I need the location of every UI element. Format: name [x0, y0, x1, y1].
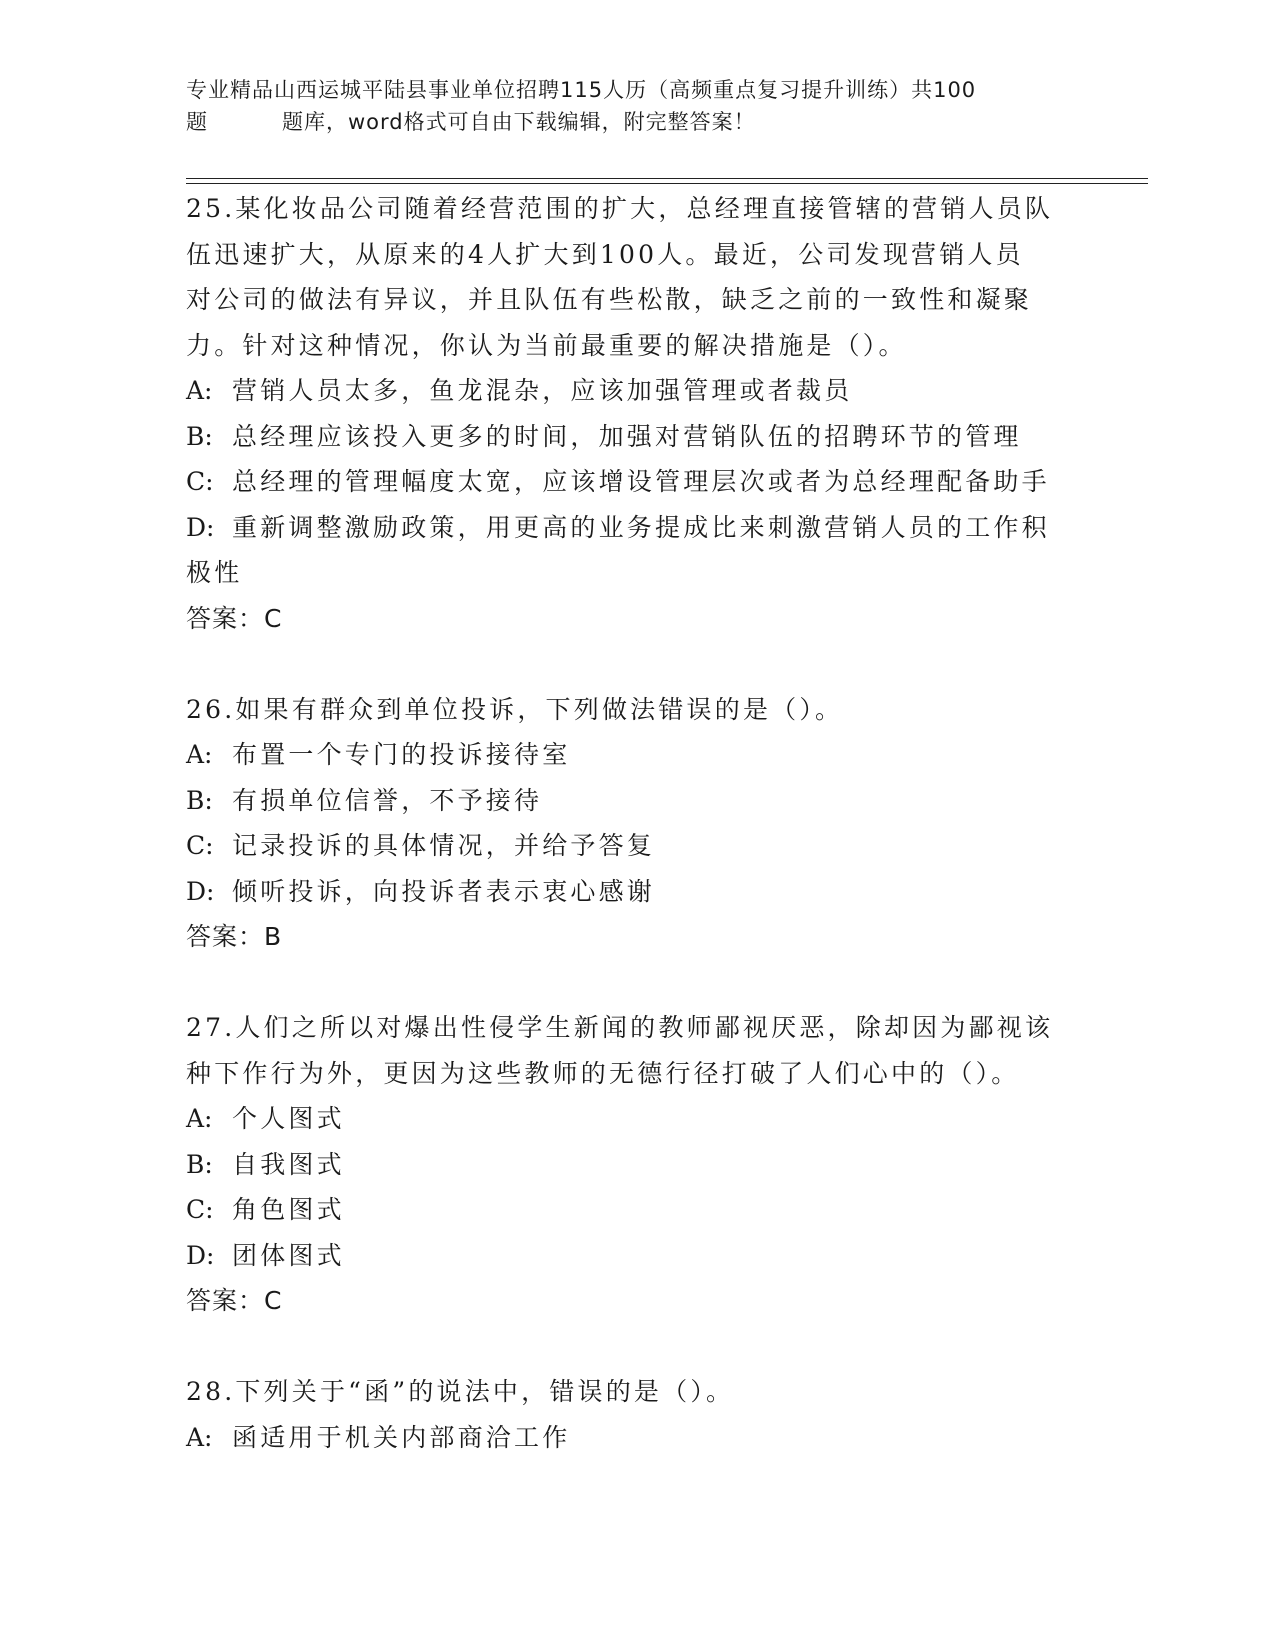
answer-option: [186, 778, 1086, 824]
answer-option: [186, 414, 1086, 460]
option-text: 总经理应该投入更多的时间，加强对营销队伍的招聘环节的管理: [232, 421, 1022, 451]
option-key: A:: [186, 1422, 213, 1452]
question-stem-line: 力。针对这种情况，你认为当前最重要的解决措施是（）。: [186, 330, 907, 360]
answer-option: [186, 869, 1086, 915]
question-stem-line: 对公司的做法有异议，并且队伍有些松散，缺乏之前的一致性和凝聚: [186, 285, 1033, 314]
option-key: B:: [186, 785, 213, 815]
question-stem-line: 28.下列关于“函”的说法中，错误的是（）。: [186, 1377, 735, 1406]
question-item: [186, 1369, 1086, 1460]
header-title-line-2: [186, 106, 1086, 138]
question-stem-line: 种下作行为外，更因为这些教师的无德行径打破了人们心中的（）。: [186, 1058, 1020, 1088]
option-key: A:: [186, 1104, 213, 1133]
answer-option: [186, 1142, 1086, 1188]
option-key: B:: [186, 421, 213, 451]
answer-option: [186, 1415, 1086, 1461]
option-key: C:: [186, 831, 214, 860]
answer-line: 答案：C: [186, 1286, 283, 1315]
option-text: 重新调整激励政策，用更高的业务提成比来刺激营销人员的工作积: [232, 512, 1050, 542]
option-text: 角色图式: [232, 1195, 345, 1224]
question-list: [186, 186, 1086, 1506]
option-text: 团体图式: [232, 1240, 345, 1270]
answer-option: [186, 1233, 1086, 1279]
answer-option: [186, 550, 1086, 596]
question-item: [186, 186, 1086, 641]
option-text: 个人图式: [232, 1104, 345, 1133]
option-text: 倾听投诉，向投诉者表示衷心感谢: [232, 876, 656, 906]
option-text: 有损单位信誉，不予接待: [232, 785, 543, 815]
option-text: 总经理的管理幅度太宽，应该增设管理层次或者为总经理配备助手: [232, 467, 1050, 496]
answer-option: [186, 732, 1086, 778]
question-stem-line: 26.如果有群众到单位投诉，下列做法错误的是（）。: [186, 694, 844, 724]
answer-option: [186, 505, 1086, 551]
answer-option: [186, 1096, 1086, 1142]
option-key: B:: [186, 1149, 213, 1179]
option-key: D:: [186, 876, 215, 906]
option-key: C:: [186, 1195, 214, 1224]
answer-option: [186, 368, 1086, 414]
option-key: A:: [186, 376, 213, 405]
question-stem-line: 伍迅速扩大，从原来的4人扩大到100人。最近，公司发现营销人员: [186, 239, 1024, 269]
answer-line: 答案：C: [186, 603, 283, 633]
question-item: [186, 687, 1086, 960]
option-text: 布置一个专门的投诉接待室: [232, 740, 571, 769]
option-text: 函适用于机关内部商洽工作: [232, 1422, 571, 1452]
option-text: 营销人员太多，鱼龙混杂，应该加强管理或者裁员: [232, 376, 853, 405]
header-title-line-1: 专业精品山西运城平陆县事业单位招聘115人历（高频重点复习提升训练）共100: [186, 78, 977, 102]
option-key: D:: [186, 512, 215, 542]
option-text: 记录投诉的具体情况，并给予答复: [232, 831, 656, 860]
answer-option: [186, 459, 1086, 505]
option-key: C:: [186, 467, 214, 496]
option-text: 自我图式: [232, 1149, 345, 1179]
page-header: [186, 74, 1086, 138]
answer-option: [186, 1187, 1086, 1233]
header-divider-top: [186, 178, 1148, 179]
question-item: [186, 1005, 1086, 1324]
question-stem-line: 25.某化妆品公司随着经营范围的扩大，总经理直接管辖的营销人员队: [186, 194, 1054, 223]
answer-option: [186, 823, 1086, 869]
question-stem-line: 27.人们之所以对爆出性侵学生新闻的教师鄙视厌恶，除却因为鄙视该: [186, 1013, 1054, 1042]
answer-line: 答案：B: [186, 922, 283, 951]
option-key: A:: [186, 740, 213, 769]
header-divider-bottom: [186, 183, 1148, 184]
header-title-line-2-rest: 题库，word格式可自由下载编辑，附完整答案！: [282, 110, 756, 134]
option-text: 极性: [186, 558, 243, 587]
option-key: D:: [186, 1240, 215, 1270]
header-title-line-2-start: 题: [186, 110, 208, 134]
